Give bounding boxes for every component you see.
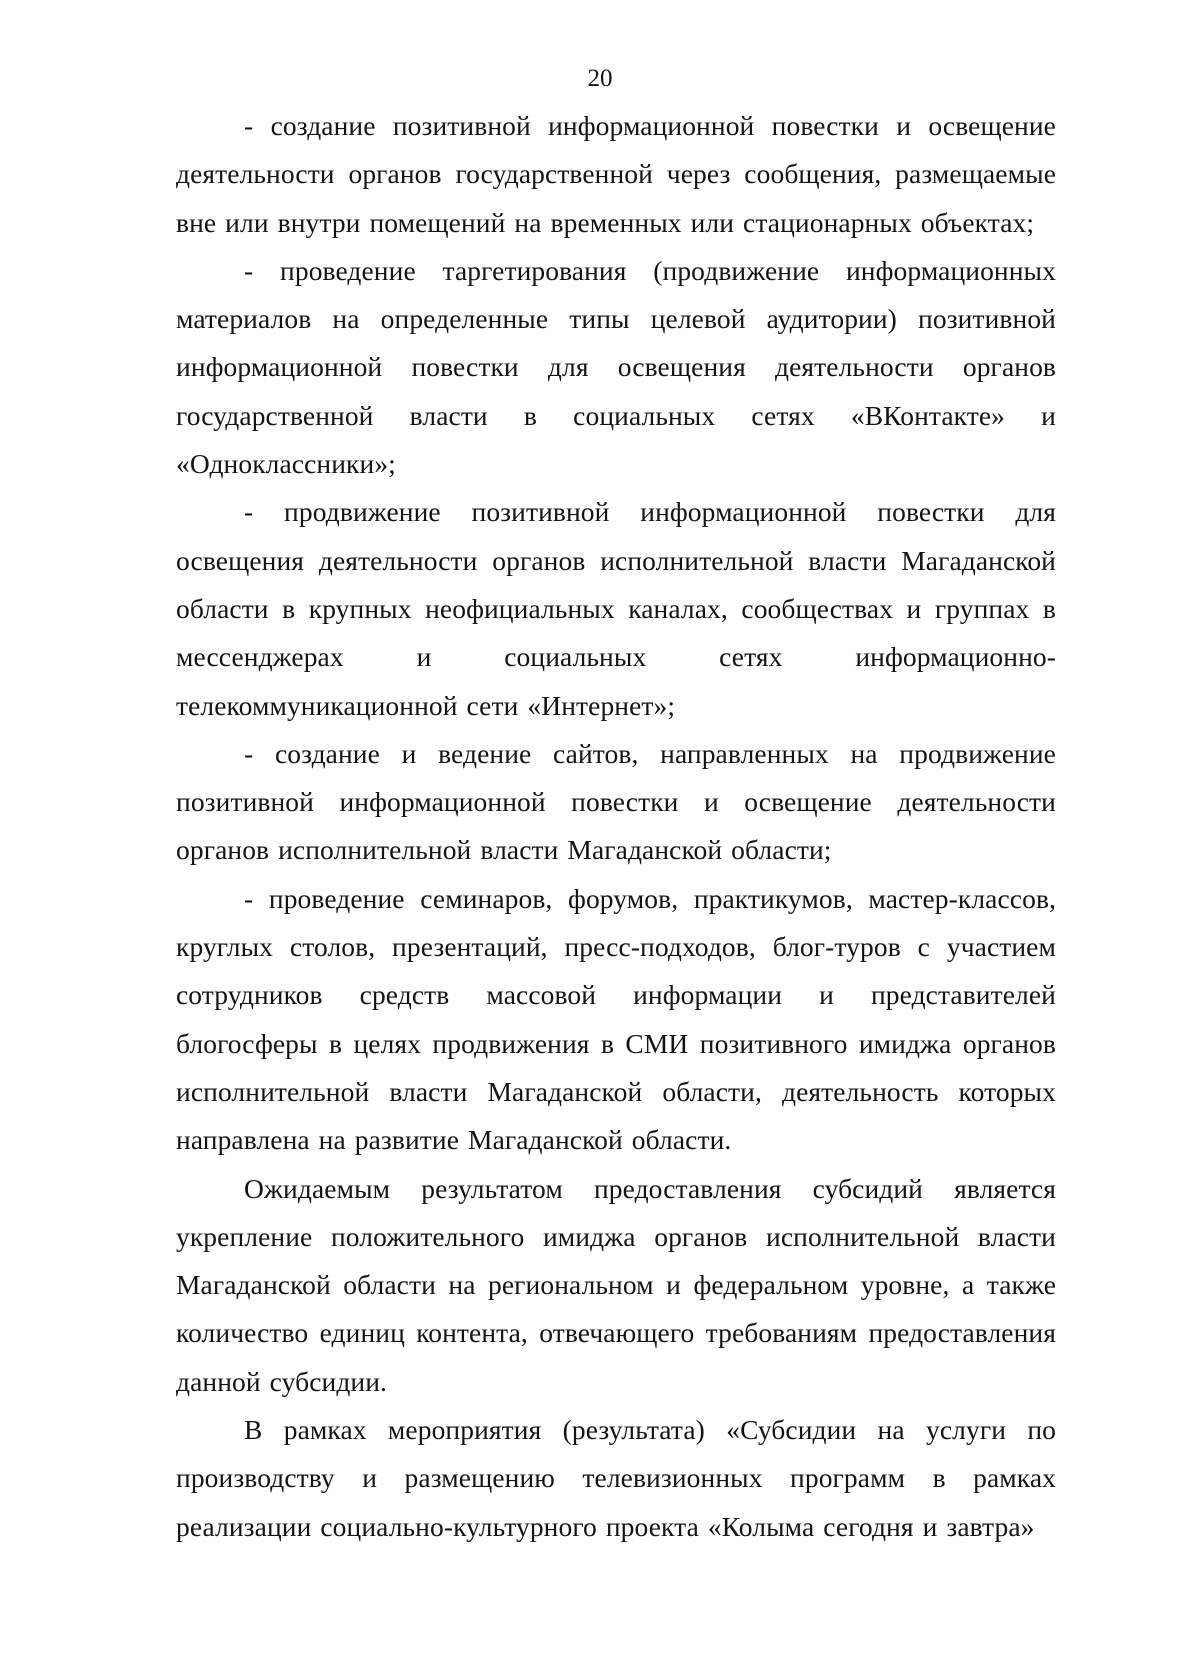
paragraph-6: Ожидаемым результатом предоставления субсидий является укрепление положительного имиджа органов исполнительной власти Магаданской области на региональном и федеральном уровне, а также количество единиц контента, отвечающего требованиям предоставления данной субсидии. [176,1172,1056,1397]
paragraph-3: - продвижение позитивной информационной повестки для освещения деятельности органов исполнительной власти Магаданской области в крупных неофициальных каналах, сообществах и группах в мессенджерах и социальных сетях информационно-телекоммуникационной сети «Интернет»; [176,496,1056,721]
page-number: 20 [587,65,613,92]
paragraph-2: - проведение таргетирования (продвижение информационных материалов на определенные типы целевой аудитории) позитивной информационной повестки для освещения деятельности органов государственной власти в социальных сетях «ВКонтакте» и «Одноклассники»; [176,254,1056,480]
paragraph-5: - проведение семинаров, форумов, практикумов, мастер-классов, круглых столов, презентаций, пресс-подходов, блог-туров с участием сотрудников средств массовой информации и представителей блогосферы в целях продвижения в СМИ позитивного имиджа органов исполнительной власти Магаданской области, деятельность которых направлена на развитие Магаданской области. [176,882,1056,1156]
paragraph-1: - создание позитивной информационной повестки и освещение деятельности органов государственной через сообщения, размещаемые вне или внутри помещений на временных или стационарных объектах; [176,110,1056,238]
paragraph-4: - создание и ведение сайтов, направленных на продвижение позитивной информационной повестки и освещение деятельности органов исполнительной власти Магаданской области; [176,737,1056,866]
paragraph-7: В рамках мероприятия (результата) «Субсидии на услуги по производству и размещению телевизионных программ в рамках реализации социально-культурного проекта «Колыма сегодня и завтра» [176,1414,1056,1542]
document-body [176,102,1056,1551]
